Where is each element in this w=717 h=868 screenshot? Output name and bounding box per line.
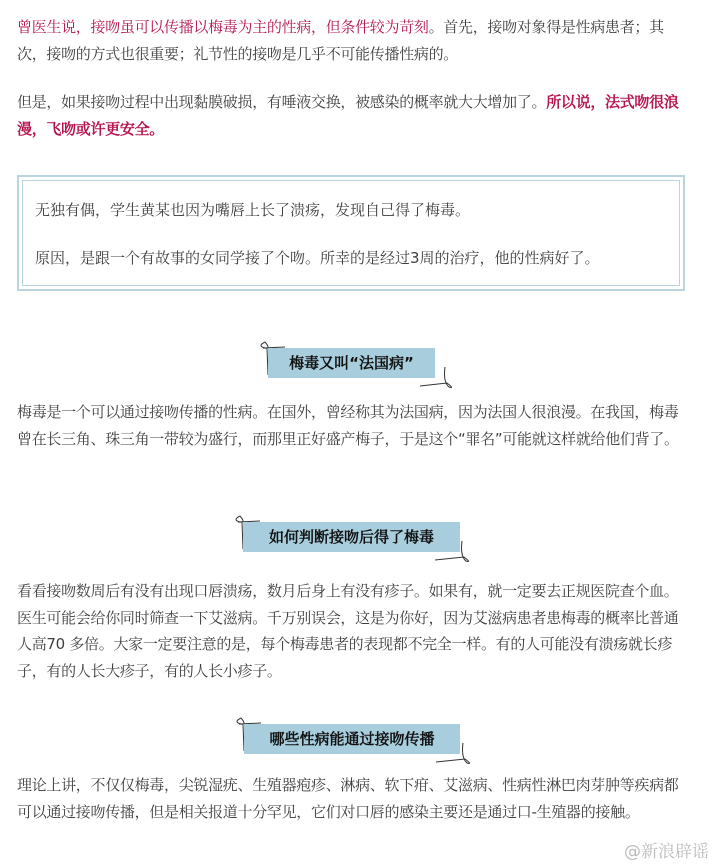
bold-highlight: 所以说，法式吻很浪漫，飞吻或许更安全。	[17, 93, 679, 138]
section-heading-1: 梅毒又叫“法国病”	[268, 348, 435, 378]
section-heading-2: 如何判断接吻后得了梅毒	[243, 522, 460, 552]
section-3-text: 理论上讲，不仅仅梅毒，尖锐湿疣、生殖器疱疹、淋病、软下疳、艾滋病、性病性淋巴肉芽肿等疾病都可以通过接吻传播，但是相关报道十分罕见，它们对口唇的感染主要还是通过口-生殖器的接触。	[17, 776, 679, 821]
paragraph-2	[17, 89, 689, 142]
box-line-2: 原因，是跟一个有故事的女同学接了个吻。所幸的是经过3周的治疗，他的性病好了。	[35, 249, 600, 267]
paragraph-text: 。首先，接吻对象得是性病患者；其次，接吻的方式也很重要；礼节性的接吻是几乎不可能传播性病的。	[17, 18, 664, 63]
quote-box	[17, 175, 685, 291]
paragraph-1	[17, 14, 689, 67]
section-2-text: 看看接吻数周后有没有出现口唇溃疡，数月后身上有没有疹子。如果有，就一定要去正规医院查个血。医生可能会给你同时筛查一下艾滋病。千万别误会，这是为你好，因为艾滋病患者患梅毒的概率比普通人高70 多倍。大家一定要注意的是，每个梅毒患者的表现都不完全一样。有的人可能没有溃疡就长疹子，有的人长大疹子，有的人长小疹子。	[17, 582, 679, 680]
weibo-watermark: @新浪辟谣	[624, 842, 709, 862]
box-line-1: 无独有偶，学生黄某也因为嘴唇上长了溃疡，发现自己得了梅毒。	[35, 201, 471, 219]
highlight-text: 曾医生说，接吻虽可以传播以梅毒为主的性病，但条件较为苛刻	[17, 18, 429, 36]
section-heading-3: 哪些性病能通过接吻传播	[244, 724, 460, 754]
section-1-text: 梅毒是一个可以通过接吻传播的性病。在国外，曾经称其为法国病，因为法国人很浪漫。在我国，梅毒曾在长三角、珠三角一带较为盛行，而那里正好盛产梅子，于是这个“罪名”可能就这样就给他们背了。	[17, 403, 679, 448]
paragraph-text: 但是，如果接吻过程中出现黏膜破损，有唾液交换，被感染的概率就大大增加了。	[17, 93, 547, 111]
